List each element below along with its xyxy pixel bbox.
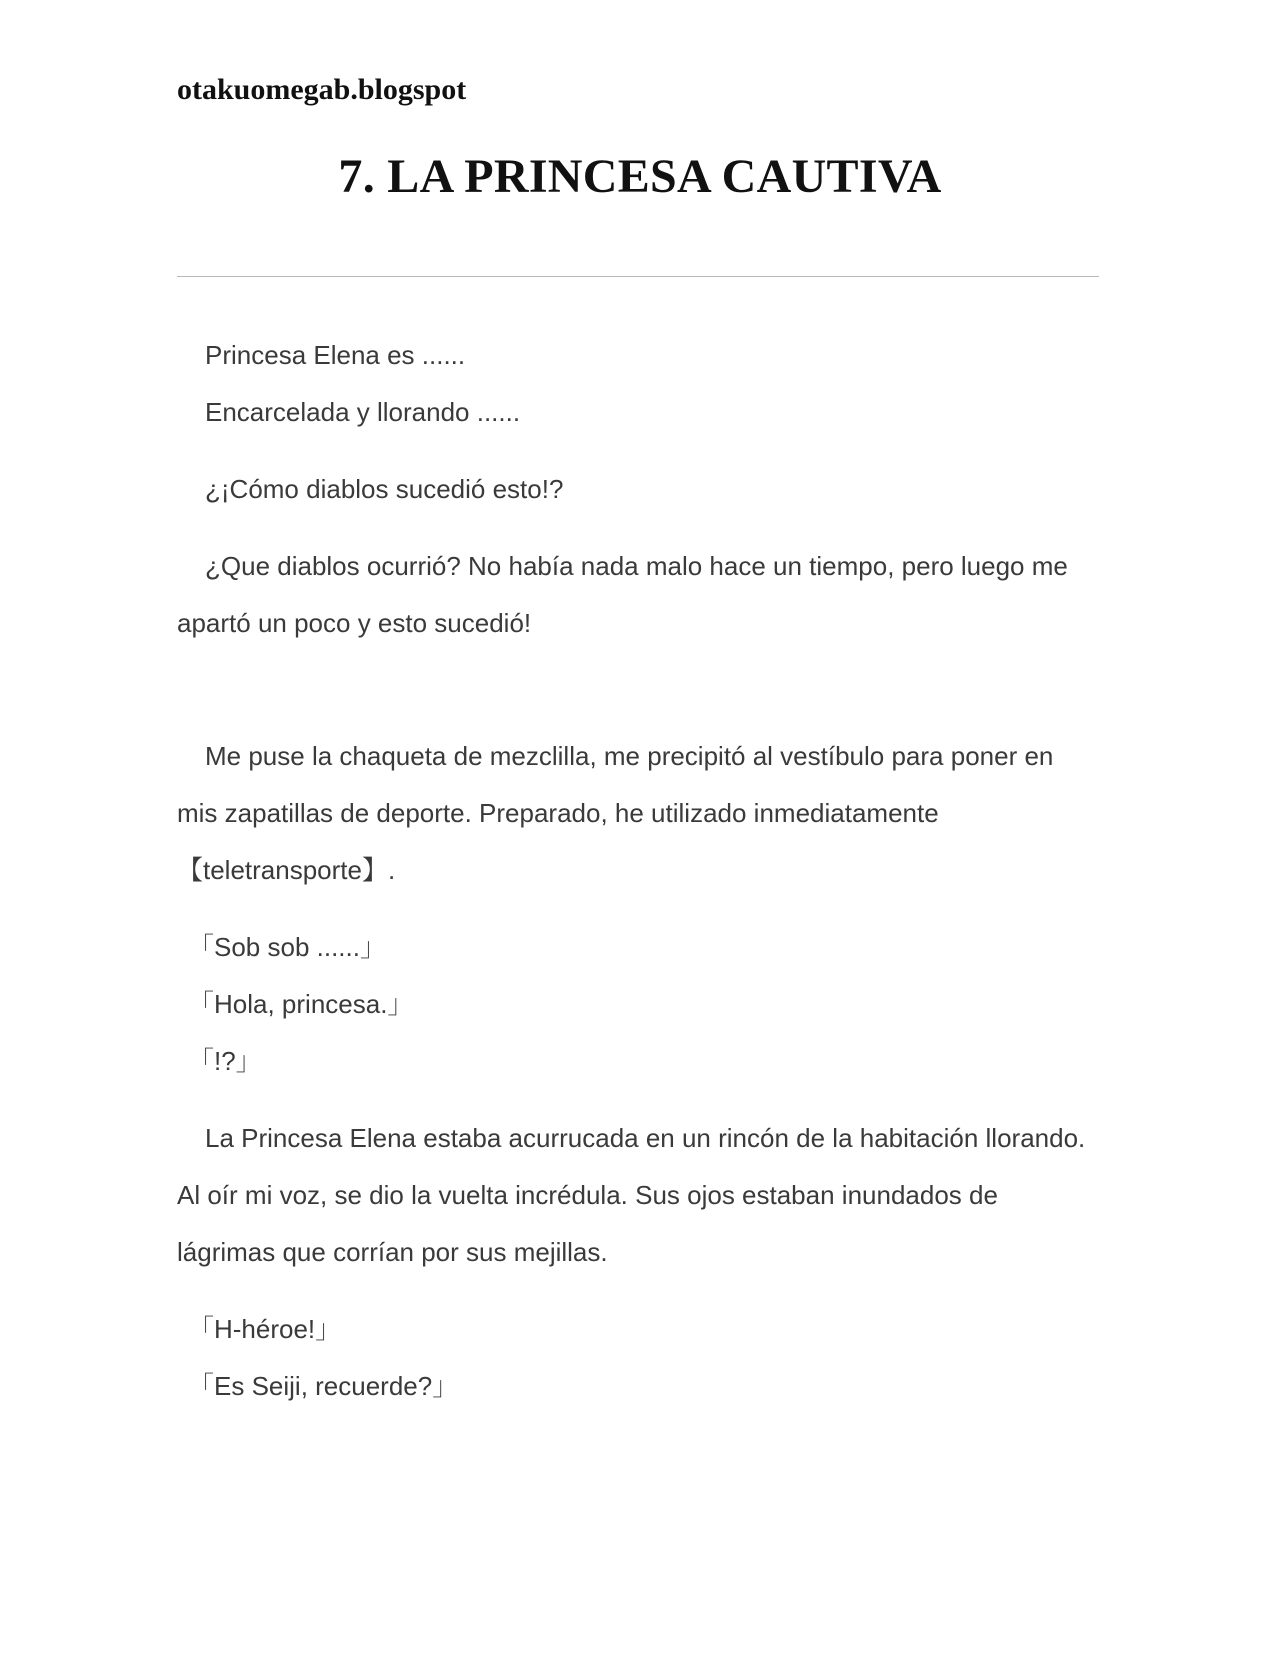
dialogue-line: 「!?」 xyxy=(188,1046,262,1076)
dialogue-line: 「H-héroe!」 xyxy=(188,1314,342,1344)
paragraph: La Princesa Elena estaba acurrucada en un rincón de la habitación llorando. Al oír mi voz, se dio la vuelta incrédula. Sus ojos estaban inundados de lágrimas que corrían por sus mejillas. xyxy=(177,1123,1086,1267)
site-header: otakuomegab.blogspot xyxy=(177,73,467,106)
chapter-body xyxy=(177,327,1099,1415)
dialogue-line: 「Sob sob ......」 xyxy=(188,932,386,962)
paragraph: Me puse la chaqueta de mezclilla, me precipitó al vestíbulo para poner en mis zapatillas de deporte. Preparado, he utilizado inmediatamente 【teletransporte】. xyxy=(177,741,1054,885)
dialogue-line: 「Es Seiji, recuerde?」 xyxy=(188,1371,459,1401)
dialogue-line: 「Hola, princesa.」 xyxy=(188,989,414,1019)
paragraph: ¿Que diablos ocurrió? No había nada malo hace un tiempo, pero luego me apartó un poco y esto sucedió! xyxy=(177,551,1068,638)
chapter-title: 7. LA PRINCESA CAUTIVA xyxy=(338,150,942,203)
paragraph: Princesa Elena es ...... xyxy=(205,340,466,370)
divider xyxy=(177,276,1099,277)
paragraph: ¿¡Cómo diablos sucedió esto!? xyxy=(205,474,564,504)
paragraph: Encarcelada y llorando ...... xyxy=(205,397,521,427)
